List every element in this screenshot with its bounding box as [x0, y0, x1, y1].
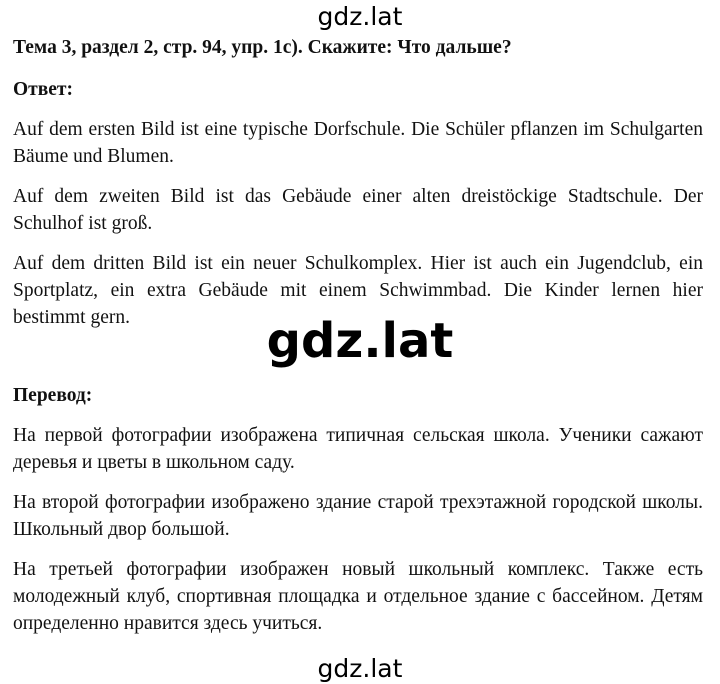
- answer-label: Ответ:: [13, 79, 74, 100]
- translation-label: Перевод:: [13, 385, 93, 406]
- watermark-middle: gdz.lat: [266, 313, 454, 369]
- translation-paragraph: На третьей фотографии изображен новый школьный комплекс. Также есть молодежный клуб, спортивная площадка и отдельное здание с бассейном. Детям определенно нравится здесь учиться.: [13, 559, 703, 634]
- answer-paragraph: Auf dem zweiten Bild ist das Gebäude einer alten dreistöckige Stadtschule. Der Schulhof ist groß.: [13, 186, 703, 234]
- translation-paragraph: На второй фотографии изображено здание старой трехэтажной городской школы. Школьный двор большой.: [13, 492, 703, 540]
- watermark-bottom: gdz.lat: [317, 654, 403, 683]
- translation-paragraph: На первой фотографии изображена типичная сельская школа. Ученики сажают деревья и цветы в школьном саду.: [13, 425, 703, 473]
- watermark-top: gdz.lat: [317, 2, 403, 31]
- exercise-title: Тема 3, раздел 2, стр. 94, упр. 1c). Скажите: Что дальше?: [13, 37, 512, 58]
- answer-paragraph: Auf dem ersten Bild ist eine typische Dorfschule. Die Schüler pflanzen im Schulgarten Bäume und Blumen.: [13, 119, 703, 167]
- answer-paragraph: Auf dem dritten Bild ist ein neuer Schulkomplex. Hier ist auch ein Jugendclub, ein Sportplatz, ein extra Gebäude mit einem Schwimmbad. Die Kinder lernen hier bestimmt gern.: [13, 253, 703, 328]
